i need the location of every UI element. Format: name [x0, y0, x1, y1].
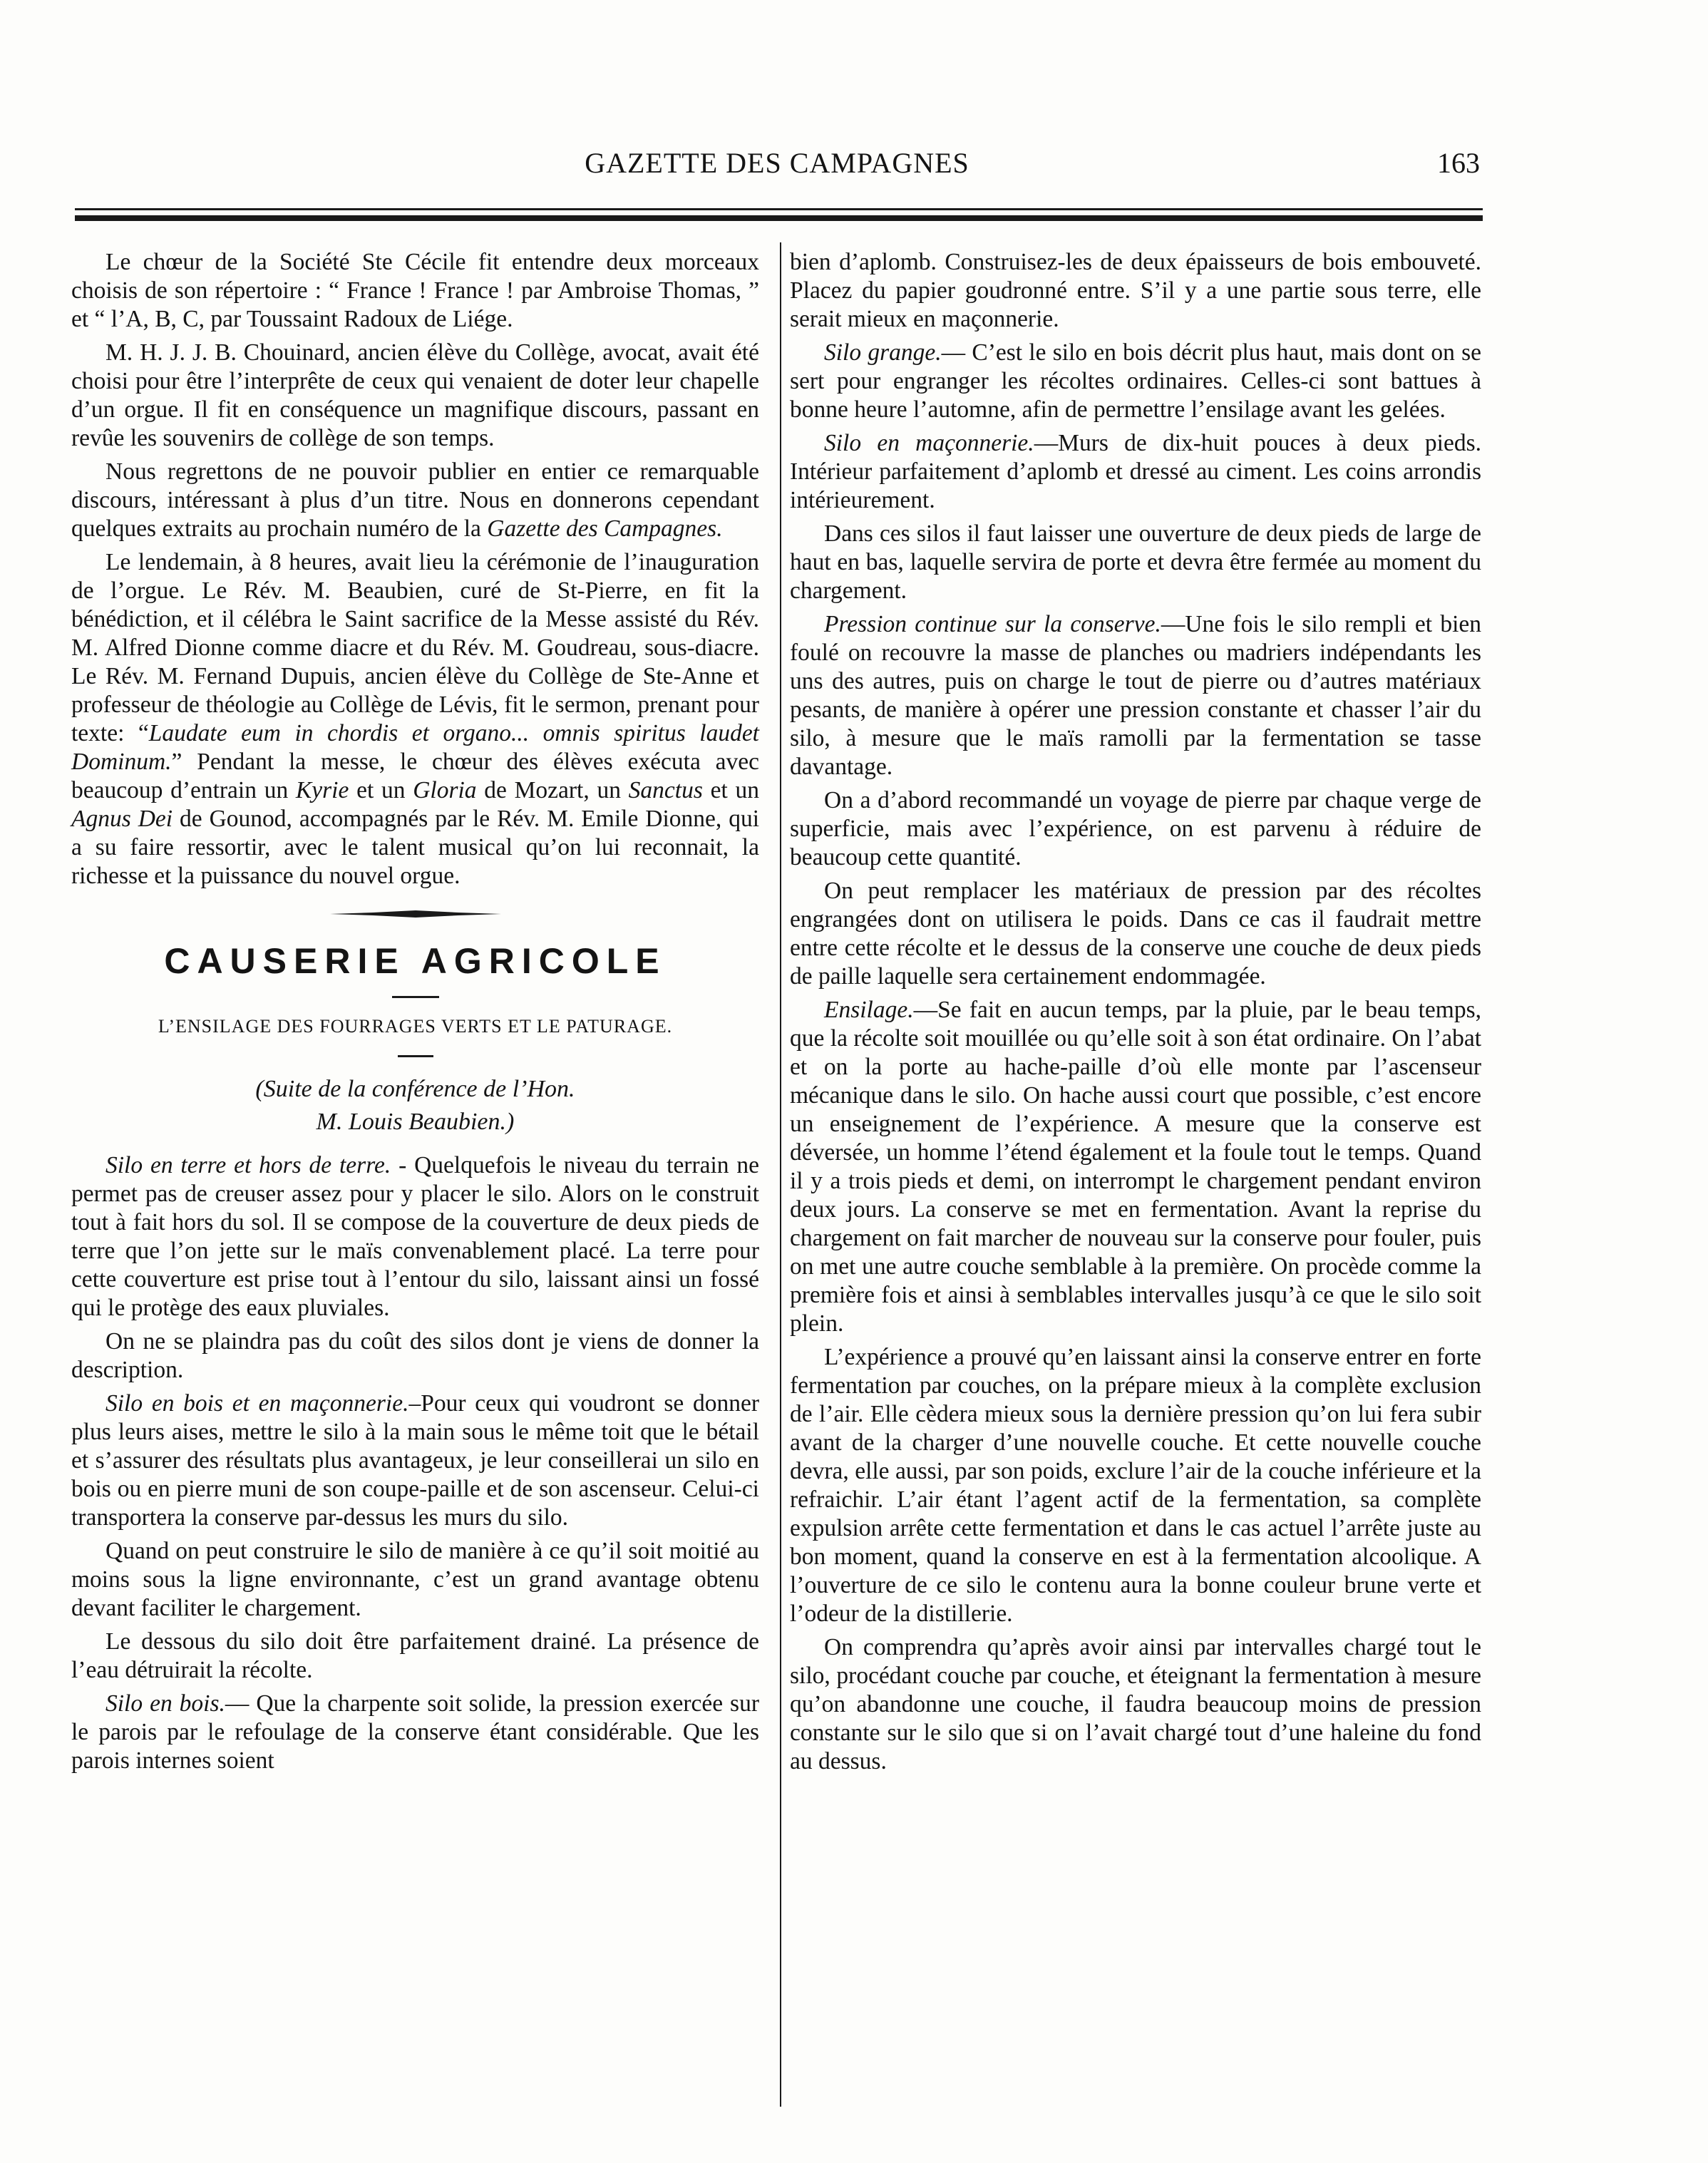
- paragraph: Pression continue sur la conserve.—Une fois le silo rempli et bien foulé on recouvre la masse de planches ou madriers indépendants les uns des autres, puis on charge le tout de pierre ou d’autres matériaux pesants, de manière à opérer une pression constante et chasser l’air du silo, à mesure que le maïs ramolli par la fermentation se tasse davantage.: [790, 611, 1481, 780]
- paragraph: On ne se plaindra pas du coût des silos dont je viens de donner la description.: [71, 1328, 759, 1383]
- paragraph: Quand on peut construire le silo de manière à ce qu’il soit moitié au moins sous la ligne environnante, c’est un grand avantage obtenu devant faciliter le chargement.: [71, 1538, 759, 1621]
- column-divider: [780, 242, 781, 2107]
- section-title: CAUSERIE AGRICOLE: [164, 941, 667, 981]
- running-title: GAZETTE DES CAMPAGNES: [585, 147, 969, 179]
- page-header: [71, 146, 1483, 182]
- paragraph: On a d’abord recommandé un voyage de pierre par chaque verge de superficie, mais avec l’expérience, on est parvenu à réduire de beaucoup cette quantité.: [790, 787, 1481, 870]
- paragraph: Dans ces silos il faut laisser une ouverture de deux pieds de large de haut en bas, laquelle servira de porte et devra être fermée au moment du chargement.: [790, 520, 1481, 604]
- conference-note: (Suite de la conférence de l’Hon. M. Louis Beaubien.): [255, 1076, 575, 1135]
- paragraph: Silo en bois.— Que la charpente soit solide, la pression exercée sur le parois par le refoulage de la conserve étant considérable. Que les parois internes soient: [71, 1690, 760, 1774]
- paragraph: Ensilage.—Se fait en aucun temps, par la pluie, par le beau temps, que la récolte soit mouillée ou qu’elle soit à son état ordinaire. On l’abat et on la porte au hache-paille d’où elle monte par l’ascenseur mécanique dans le silo. On hache aussi court que possible, c’est encore un enseignement de l’expérience. A mesure que la conserve est déversée, un homme l’étend également et la foule tout le temps. Quand il y a trois pieds et demi, on interrompt le chargement pendant environ deux jours. La conserve se met en fermentation. Avant la reprise du chargement on fait marcher de nouveau sur la conserve pour fouler, puis on met une autre couche semblable à la première. On procède comme la première fois et ainsi à semblables intervalles jusqu’à ce que le silo soit plein.: [790, 997, 1481, 1337]
- right-column: [790, 248, 1481, 1781]
- page-number: 163: [1437, 147, 1480, 179]
- section-subtitle: L’ENSILAGE DES FOURRAGES VERTS ET LE PATURAGE.: [158, 1016, 673, 1037]
- paragraph: Silo en terre et hors de terre. - Quelquefois le niveau du terrain ne permet pas de creuser assez pour y placer le silo. Alors on le construit tout à fait hors du sol. Il se compose de la couverture de deux pieds de terre que l’on jette sur le maïs convenablement placé. La terre pour cette couverture est prise tout à l’entour du silo, laissant ainsi un fossé qui le protège des eaux pluviales.: [71, 1152, 760, 1321]
- paragraph: Le lendemain, à 8 heures, avait lieu la cérémonie de l’inauguration de l’orgue. Le Rév. M. Beaubien, curé de St-Pierre, en fit la bénédiction, et il célébra le Saint sacrifice de la Messe assisté du Rév. M. Alfred Dionne comme diacre et du Rév. M. Goudreau, sous-diacre. Le Rév. M. Fernand Dupuis, ancien élève du Collège de Ste-Anne et professeur de théologie au Collège de Lévis, fit le sermon, prenant pour texte: “Laudate eum in chordis et organo... omnis spiritus laudet Dominum.” Pendant la messe, le chœur des élèves exécuta avec beaucoup d’entrain un Kyrie et un Gloria de Mozart, un Sanctus et un Agnus Dei de Gounod, accompagnés par le Rév. M. Emile Dionne, qui a su faire ressortir, avec le talent musical qu’on lui reconnait, la richesse et la puissance du nouvel orgue.: [71, 549, 760, 889]
- paragraph: Silo grange.— C’est le silo en bois décrit plus haut, mais dont on se sert pour engranger les récoltes ordinaires. Celles-ci sont battues à bonne heure l’automne, afin de permettre l’ensilage avant les gelées.: [790, 339, 1481, 423]
- subtitle-rule: [398, 1055, 433, 1057]
- header-rule-thick: [75, 215, 1483, 221]
- paragraph: Silo en maçonnerie.—Murs de dix-huit pouces à deux pieds. Intérieur parfaitement d’aplomb et dressé au ciment. Les coins arrondis intérieurement.: [790, 430, 1481, 513]
- ornament-rule: [330, 909, 501, 919]
- paragraph: Le dessous du silo doit être parfaitement drainé. La présence de l’eau détruirait la récolte.: [71, 1628, 759, 1683]
- left-column: [71, 248, 759, 1780]
- header-rule-thin: [75, 208, 1483, 210]
- paragraph: L’expérience a prouvé qu’en laissant ainsi la conserve entrer en forte fermentation par couches, on la prépare mieux à la complète exclusion de l’air. Elle cèdera mieux sous la dernière pression qu’on lui fera subir avant de la charger d’une nouvelle couche. Et cette nouvelle couche devra, elle aussi, par son poids, exclure l’air de la couche inférieure et la refraichir. L’air étant l’agent actif de la fermentation, sa complète expulsion arrête cette fermentation et dans le cas actuel l’arrête juste au bon moment, quand la conserve en est à la fermentation alcoolique. A l’ouverture de ce silo le contenu aura la bonne couleur brune verte et l’odeur de la distillerie.: [790, 1344, 1481, 1627]
- paragraph: M. H. J. J. B. Chouinard, ancien élève du Collège, avocat, avait été choisi pour être l’interprête de ceux qui venaient de doter leur chapelle d’un orgue. Il fit en conséquence un magnifique discours, passant en revûe les souvenirs de collège de son temps.: [71, 339, 759, 451]
- paragraph: Silo en bois et en maçonnerie.–Pour ceux qui voudront se donner plus leurs aises, mettre le silo à la main sous le même toit que le bétail et s’assurer des résultats plus avantageux, je leur conseillerai un silo en bois ou en pierre muni de son coupe-paille et de son ascenseur. Celui-ci transportera la conserve par-dessus les murs du silo.: [71, 1390, 759, 1531]
- paragraph: On comprendra qu’après avoir ainsi par intervalles chargé tout le silo, procédant couche par couche, et éteignant la fermentation à mesure qu’on abandonne une couche, il faudra beaucoup moins de pression constante sur le silo que si on l’avait chargé tout d’une haleine du fond au dessus.: [790, 1634, 1481, 1774]
- paragraph: Le chœur de la Société Ste Cécile fit entendre deux morceaux choisis de son répertoire : “ France ! France ! par Ambroise Thomas, ” et “ l’A, B, C, par Toussaint Radoux de Liége.: [71, 249, 759, 332]
- title-rule: [392, 996, 439, 998]
- paragraph: Nous regrettons de ne pouvoir publier en entier ce remarquable discours, intéressant à plus d’un titre. Nous en donnerons cependant quelques extraits au prochain numéro de la Gazette des Campagnes.: [71, 458, 759, 542]
- paragraph: bien d’aplomb. Construisez-les de deux épaisseurs de bois embouveté. Placez du papier goudronné entre. S’il y a une partie sous terre, elle serait mieux en maçonnerie.: [790, 249, 1481, 332]
- paragraph: On peut remplacer les matériaux de pression par des récoltes engrangées dont on utilisera le poids. Dans ce cas il faudrait mettre entre cette récolte et le dessus de la conserve une couche de deux pieds de paille laquelle sera certainement endommagée.: [790, 878, 1481, 990]
